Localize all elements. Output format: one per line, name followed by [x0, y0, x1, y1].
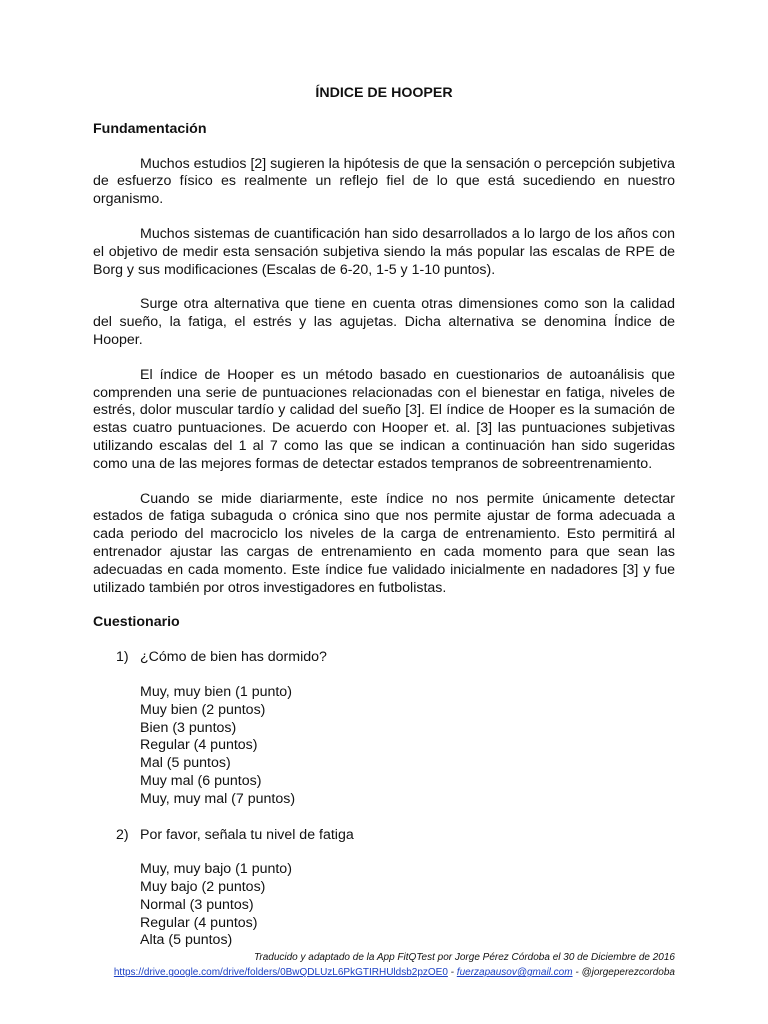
answer-option: Muy, muy bien (1 punto) [140, 683, 292, 700]
answer-option: Regular (4 puntos) [140, 737, 258, 754]
answer-option: Regular (4 puntos) [140, 914, 258, 931]
paragraph: Cuando se mide diariarmente, este índice no nos permite únicamente detectar estados de fatiga subaguda o crónica sino que nos permite ajustar de forma adecuada a cada periodo del macrociclo los niveles de la carga de entrenamiento. Esto permitirá al entrenador ajustar las cargas de entrenamiento en cada momento para que sean las adecuadas en cada momento. Este índice fue validado inicialmente en nadadores [3] y fue utilizado también por otros investigadores en futbolistas. [93, 490, 675, 596]
footer-credit: Traducido y adaptado de la App FitQTest por Jorge Pérez Córdoba el 30 de Diciembre de 2016 [254, 952, 675, 963]
question-text: ¿Cómo de bien has dormido? [140, 649, 327, 666]
drive-folder-link[interactable]: https://drive.google.com/drive/folders/0BwQDLUzL6PkGTIRHUldsb2pzOE0 [113, 967, 448, 978]
email-link[interactable]: fuerzapausov@gmail.com [456, 967, 573, 978]
answer-option: Alta (5 puntos) [140, 932, 233, 949]
answer-options-2 [140, 861, 675, 950]
paragraph: Muchos estudios [2] sugieren la hipótesis de que la sensación o percepción subjetiva de esfuerzo físico es realmente un reflejo fiel de lo que está sucediendo en nuestro organismo. [93, 155, 675, 208]
answer-option: Muy mal (6 puntos) [140, 772, 262, 789]
question-1 [93, 649, 675, 667]
section-heading-cuestionario: Cuestionario [93, 614, 180, 631]
question-number: 2) [116, 826, 129, 843]
paragraph: Muchos sistemas de cuantificación han sido desarrollados a lo largo de los años con el objetivo de medir esta sensación subjetiva siendo la más popular las escalas de RPE de Borg y sus modificaciones (Escalas de 6-20, 1-5 y 1-10 puntos). [93, 225, 675, 278]
question-text: Por favor, señala tu nivel de fatiga [140, 826, 354, 843]
answer-option: Bien (3 puntos) [140, 719, 237, 736]
paragraph: Surge otra alternativa que tiene en cuenta otras dimensiones como son la calidad del sueño, la fatiga, el estrés y las agujetas. Dicha alternativa se denomina Índice de Hooper. [93, 296, 675, 348]
answer-option: Muy bien (2 puntos) [140, 701, 266, 718]
paragraph: El índice de Hooper es un método basado en cuestionarios de autoanálisis que comprenden una serie de puntuaciones relacionadas con el bienestar en fatiga, niveles de estrés, dolor muscular tardío y calidad del sueño [3]. El índice de Hooper es la sumación de estas cuatro puntuaciones. De acuerdo con Hooper et. al. [3] las puntuaciones subjetivas utilizando escalas del 1 al 7 como las que se indican a continuación han sido sugeridas como una de las mejores formas de detectar estados tempranos de sobreentrenamiento. [93, 366, 675, 472]
question-2 [93, 827, 675, 845]
answer-option: Muy bajo (2 puntos) [140, 879, 266, 896]
footer-separator: - [447, 967, 457, 978]
footer-separator: - [572, 967, 582, 978]
document-page [93, 85, 675, 968]
answer-option: Normal (3 puntos) [140, 896, 254, 913]
document-title: ÍNDICE DE HOOPER [315, 85, 453, 101]
answer-option: Mal (5 puntos) [140, 755, 231, 772]
answer-options-1 [140, 684, 675, 809]
answer-option: Muy, muy bajo (1 punto) [140, 861, 292, 878]
section-heading-fundamentacion: Fundamentación [93, 120, 207, 137]
question-number: 1) [116, 649, 129, 666]
social-handle: @jorgeperezcordoba [581, 967, 675, 978]
page-footer [114, 950, 675, 980]
answer-option: Muy, muy mal (7 puntos) [140, 790, 296, 807]
footer-links [114, 965, 675, 980]
